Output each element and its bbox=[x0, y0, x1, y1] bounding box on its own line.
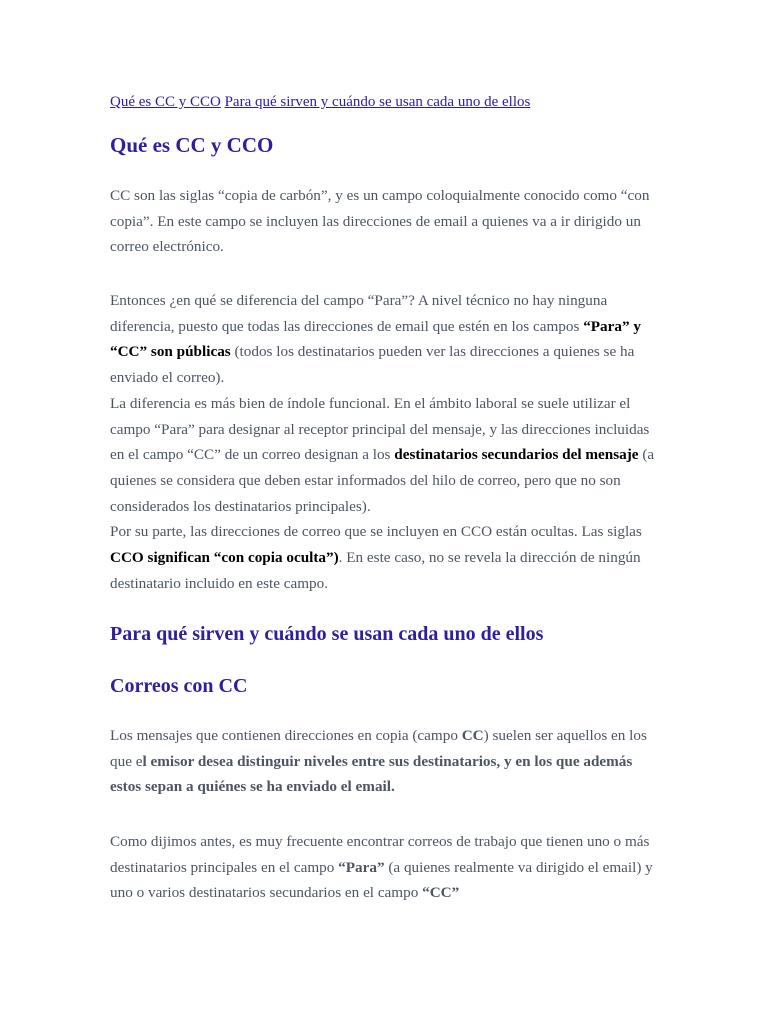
toc-link-que-es-cc-cco[interactable]: Qué es CC y CCO bbox=[110, 94, 221, 110]
text-run: (todos los destinatarios pueden ver las direcciones a quienes se ha enviado el correo). bbox=[110, 343, 635, 387]
bold-para-cc-publicas: “Para” y “CC” son públicas bbox=[110, 317, 641, 361]
paragraph-cc-vs-para bbox=[110, 288, 662, 596]
bold-cc-field: “CC” bbox=[422, 884, 460, 902]
toc-link-para-que-sirven[interactable]: Para qué sirven y cuándo se usan cada uno de ellos bbox=[224, 94, 531, 110]
text-run: Los mensajes que contienen direcciones en copia (campo bbox=[110, 727, 462, 744]
text-run: Entonces ¿en qué se diferencia del campo “Para”? A nivel técnico no hay ninguna diferencia, puesto que todas las direcciones de email que estén en los campos bbox=[110, 292, 608, 335]
table-of-contents bbox=[110, 92, 662, 112]
bold-para: “Para” bbox=[338, 858, 385, 876]
text-run: (a quienes realmente va dirigido el email) y uno o varios destinatarios secundarios en el campo bbox=[110, 858, 653, 902]
paragraph-cc-definition: CC son las siglas “copia de carbón”, y es un campo coloquialmente conocido como “con copia”. En este campo se incluyen las direcciones de email a quienes va a ir dirigido un correo electrónico. bbox=[110, 187, 650, 256]
heading-que-es-cc-cco: Qué es CC y CCO bbox=[110, 133, 274, 157]
bold-emisor-desea: l emisor desea distinguir niveles entre sus destinatarios, y en los que además estos sepan a quiénes se ha enviado el email. bbox=[110, 752, 633, 796]
heading-para-que-sirven: Para qué sirven y cuándo se usan cada uno de ellos bbox=[110, 623, 544, 645]
text-run: (a quienes se considera que deben estar informados del hilo de correo, pero que no son considerados los destinatarios principales). bbox=[110, 446, 655, 515]
heading-correos-con-cc: Correos con CC bbox=[110, 675, 248, 697]
paragraph-mensajes-con-cc bbox=[110, 723, 662, 800]
paragraph-como-dijimos bbox=[110, 829, 662, 906]
bold-destinatarios-secundarios: destinatarios secundarios del mensaje bbox=[394, 446, 639, 464]
text-run: Por su parte, las direcciones de correo que se incluyen en CCO están ocultas. Las siglas bbox=[110, 523, 642, 541]
text-run: ) suelen ser aquellos en los que e bbox=[110, 727, 647, 770]
text-run: Como dijimos antes, es muy frecuente encontrar correos de trabajo que tienen uno o más destinatarios principales en el campo bbox=[110, 833, 650, 876]
text-run: La diferencia es más bien de índole funcional. En el ámbito laboral se suele utilizar el campo “Para” para designar al receptor principal del mensaje, y las direcciones incluidas en el campo “CC” de un correo designan a los bbox=[110, 394, 650, 464]
bold-cco-significan: CCO significan “con copia oculta”) bbox=[110, 549, 339, 567]
text-run: . En este caso, no se revela la dirección de ningún destinatario incluido en este campo. bbox=[110, 549, 641, 592]
bold-cc: CC bbox=[461, 727, 484, 744]
